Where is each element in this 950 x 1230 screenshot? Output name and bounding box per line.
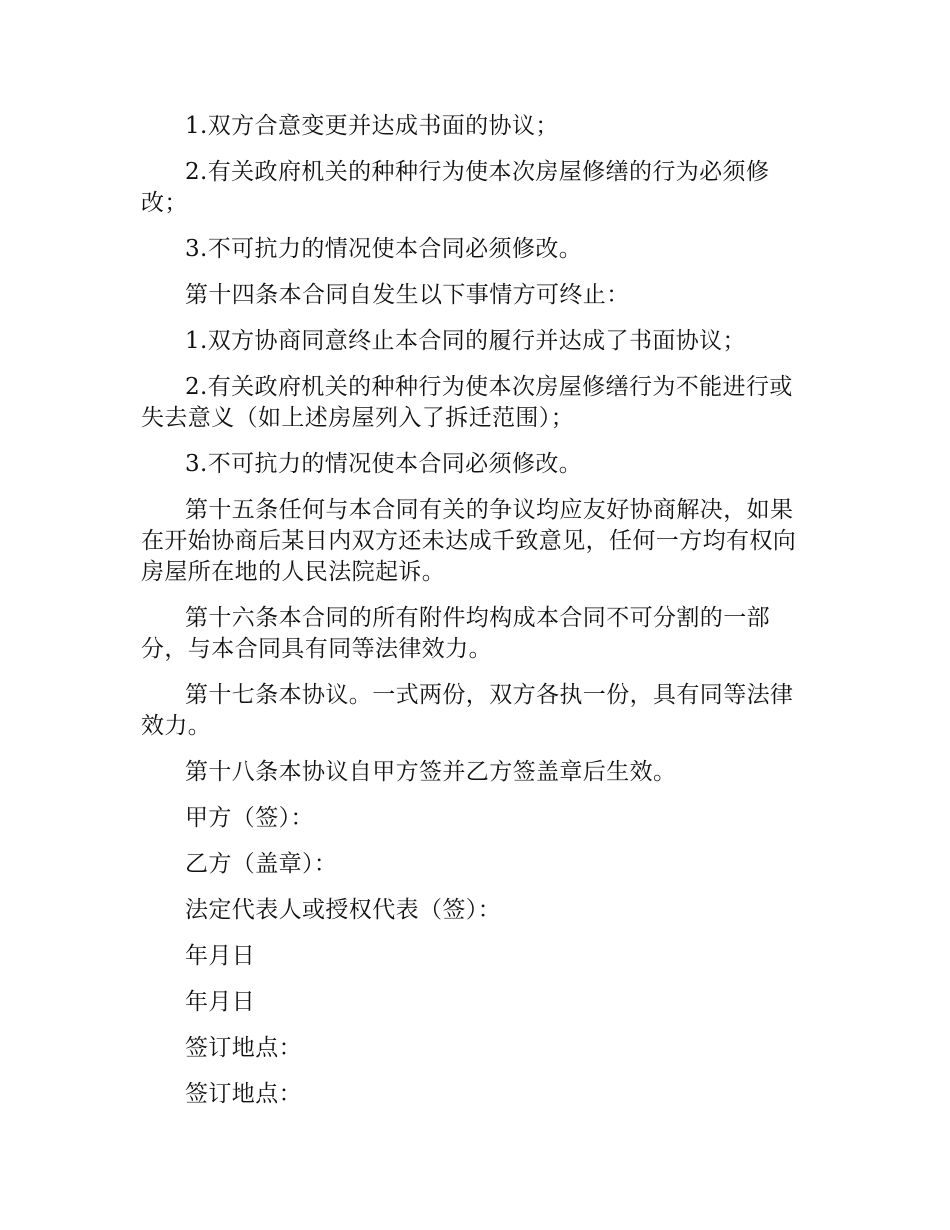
legal-representative-line: 法定代表人或授权代表（签）： (185, 897, 502, 923)
party-a-signature-line: 甲方（签）： (185, 805, 314, 831)
article-17: 第十七条本协议。一式两份，双方各执一份，具有同等法律效力。 (141, 682, 794, 739)
article-14: 第十四条本合同自发生以下事情方可终止： (185, 282, 630, 308)
signing-place-party-b: 签订地点： (185, 1081, 302, 1107)
clause-item-3-amend: 3.不可抗力的情况使本合同必须修改。 (185, 236, 583, 262)
clause-item-3-terminate: 3.不可抗力的情况使本合同必须修改。 (185, 451, 583, 477)
date-line-party-b: 年月日 (185, 989, 256, 1015)
clause-item-2-terminate: 2.有关政府机关的种种行为使本次房屋修缮行为不能进行或失去意义（如上述房屋列入了拆迁范围）； (141, 374, 793, 431)
clause-item-1-terminate: 1.双方协商同意终止本合同的履行并达成了书面协议； (185, 328, 746, 354)
clause-item-2-amend: 2.有关政府机关的种种行为使本次房屋修缮的行为必须修改； (141, 159, 770, 216)
party-b-seal-line: 乙方（盖章）： (185, 851, 338, 877)
clause-item-1-amend: 1.双方合意变更并达成书面的协议； (185, 113, 559, 139)
article-16: 第十六条本合同的所有附件均构成本合同不可分割的一部分，与本合同具有同等法律效力。 (141, 605, 770, 662)
article-15: 第十五条任何与本合同有关的争议均应友好协商解决，如果在开始协商后某日内双方还未达成千致意见，任何一方均有权向房屋所在地的人民法院起诉。 (141, 497, 797, 585)
date-line-party-a: 年月日 (185, 943, 256, 969)
contract-body (141, 111, 809, 1125)
article-18: 第十八条本协议自甲方签并乙方签盖章后生效。 (185, 759, 677, 785)
signing-place-party-a: 签订地点： (185, 1035, 302, 1061)
